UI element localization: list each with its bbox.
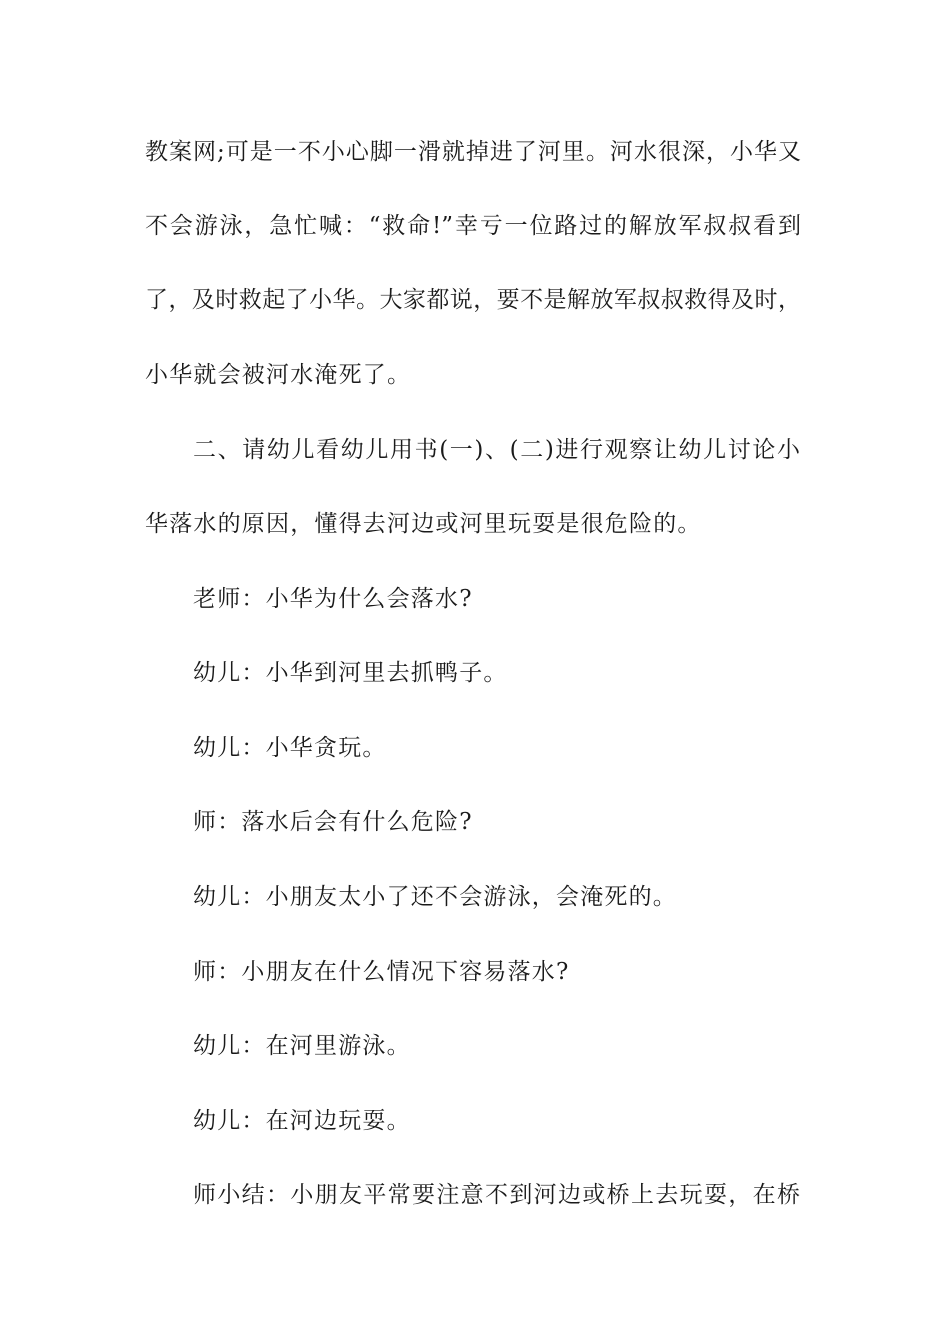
paragraph-line-3: 了，及时救起了小华。大家都说，要不是解放军叔叔救得及时， [145,287,801,313]
dialogue-line: 幼儿：小朋友太小了还不会游泳，会淹死的。 [193,884,677,910]
dialogue-line: 幼儿：在河里游泳。 [193,1033,411,1059]
paragraph-line-2: 不会游泳，急忙喊：“救命!”幸亏一位路过的解放军叔叔看到 [145,213,801,239]
dialogue-line: 幼儿：在河边玩耍。 [193,1108,411,1134]
paragraph-line-4: 小华就会被河水淹死了。 [145,362,412,388]
section-two-line-2: 华落水的原因，懂得去河边或河里玩耍是很危险的。 [145,511,702,537]
summary-line: 师小结：小朋友平常要注意不到河边或桥上去玩耍，在桥 [193,1182,800,1208]
section-two-line-1: 二、请幼儿看幼儿用书(一)、(二)进行观察让幼儿讨论小 [193,437,800,463]
dialogue-line: 幼儿：小华贪玩。 [193,735,387,761]
dialogue-line: 老师：小华为什么会落水? [193,586,473,612]
dialogue-line: 师：小朋友在什么情况下容易落水? [193,959,570,985]
paragraph-line-1: 教案网;可是一不小心脚一滑就掉进了河里。河水很深，小华又 [145,139,801,165]
dialogue-line: 师：落水后会有什么危险? [193,809,473,835]
dialogue-line: 幼儿：小华到河里去抓鸭子。 [193,660,508,686]
